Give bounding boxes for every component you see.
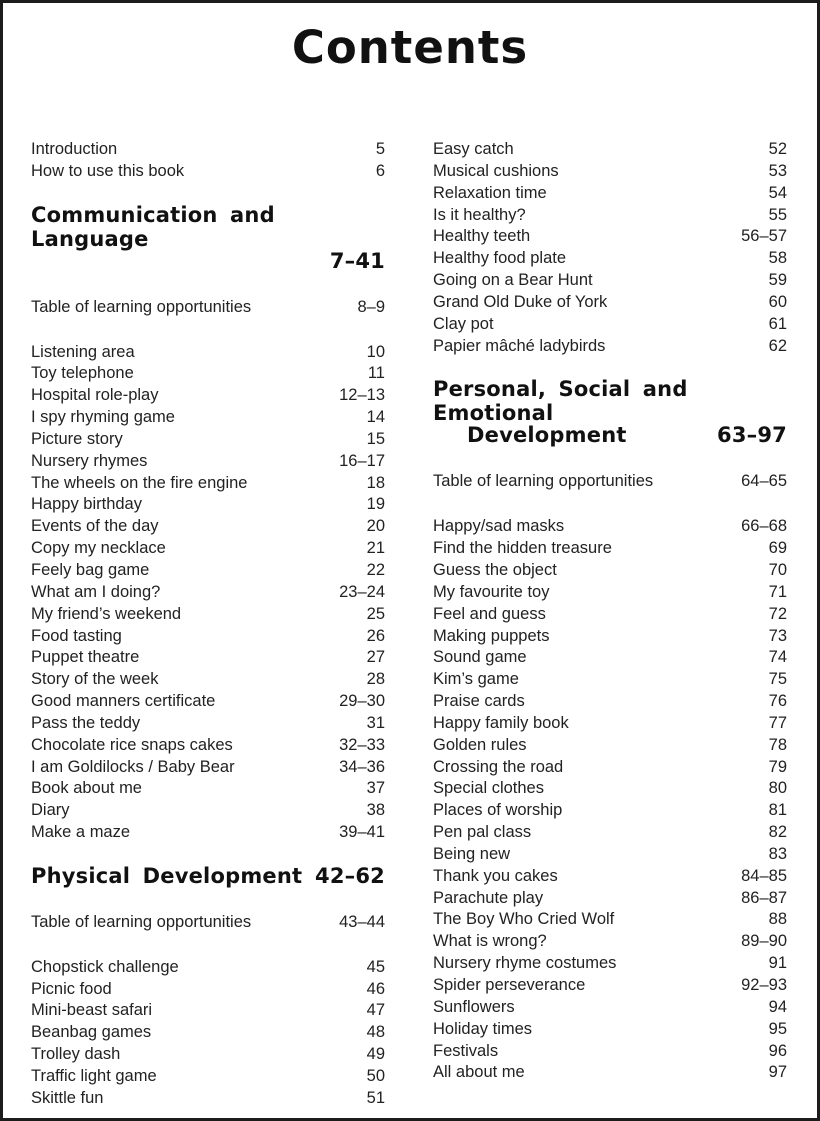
section-page-range: 42–62 <box>315 863 385 888</box>
section-heading <box>31 864 385 888</box>
toc-entry-pages: 19 <box>366 495 385 514</box>
section-heading-line <box>31 203 385 251</box>
toc-entry <box>31 735 385 757</box>
toc-entry-title: Skittle fun <box>31 1088 104 1107</box>
toc-entry-title: Thank you cakes <box>433 866 558 885</box>
toc-entry-title: Papier mâché ladybirds <box>433 336 606 355</box>
toc-entry <box>31 1088 385 1110</box>
toc-entry <box>31 139 385 161</box>
toc-entry <box>31 363 385 385</box>
section-title: Personal, Social and Emotional <box>433 377 688 426</box>
toc-entry-pages: 31 <box>366 713 385 732</box>
toc-entry <box>31 822 385 844</box>
section-title: Physical Development <box>31 863 303 888</box>
toc-entry-pages: 49 <box>366 1045 385 1064</box>
toc-entry-title: Pass the teddy <box>31 713 141 732</box>
toc-entry <box>433 1019 787 1041</box>
toc-entry-title: I spy rhyming game <box>31 408 175 427</box>
toc-entry <box>31 979 385 1001</box>
toc-entry <box>433 975 787 997</box>
toc-entry <box>31 1044 385 1066</box>
toc-entry-pages: 29–30 <box>339 692 385 711</box>
toc-entry-pages: 26 <box>366 626 385 645</box>
toc-entry-title: Table of learning opportunities <box>31 297 252 316</box>
toc-entry <box>433 909 787 931</box>
toc-entry <box>31 647 385 669</box>
toc-entry-pages: 54 <box>768 183 787 202</box>
section-heading <box>433 377 787 447</box>
toc-entry-title: Toy telephone <box>31 364 134 383</box>
toc-column-left <box>31 139 385 1110</box>
toc-entry <box>433 205 787 227</box>
toc-entry-title: Story of the week <box>31 670 159 689</box>
toc-entry-title: The Boy Who Cried Wolf <box>433 910 615 929</box>
toc-entry-group <box>433 516 787 1084</box>
toc-entry <box>31 494 385 516</box>
toc-entry-pages: 28 <box>366 670 385 689</box>
toc-columns <box>3 139 817 1110</box>
toc-entry-pages: 59 <box>768 271 787 290</box>
toc-entry-title: My friend’s weekend <box>31 604 182 623</box>
toc-entry-title: Guess the object <box>433 560 557 579</box>
toc-entry-pages: 82 <box>768 823 787 842</box>
toc-entry-title: Trolley dash <box>31 1045 121 1064</box>
toc-entry <box>433 226 787 248</box>
toc-entry-title: Spider perseverance <box>433 976 586 994</box>
toc-entry-pages: 62 <box>768 336 787 355</box>
toc-entry <box>433 516 787 538</box>
toc-entry <box>31 407 385 429</box>
toc-entry-title: Easy catch <box>433 140 514 158</box>
toc-entry-pages: 23–24 <box>339 582 385 601</box>
toc-entry-title: Mini-beast safari <box>31 1001 153 1020</box>
toc-entry-pages: 70 <box>768 560 787 579</box>
section-title: Communication and Language <box>31 202 275 251</box>
toc-entry-title: Hospital role-play <box>31 386 159 405</box>
toc-entry-title: Happy family book <box>433 713 569 732</box>
toc-entry-title: Special clothes <box>433 779 544 798</box>
toc-entry-title: My favourite toy <box>433 582 550 601</box>
toc-entry-pages: 48 <box>366 1023 385 1042</box>
toc-entry <box>31 582 385 604</box>
toc-entry-pages: 10 <box>366 342 385 361</box>
toc-entry <box>31 691 385 713</box>
toc-entry <box>433 647 787 669</box>
toc-entry-group <box>433 139 787 357</box>
toc-entry-title: Praise cards <box>433 692 525 711</box>
toc-entry-pages: 74 <box>768 648 787 667</box>
toc-entry <box>433 604 787 626</box>
toc-entry-pages: 83 <box>768 844 787 863</box>
toc-entry <box>433 997 787 1019</box>
toc-entry-pages: 43–44 <box>339 912 385 931</box>
toc-entry-title: Kim’s game <box>433 670 519 689</box>
toc-entry <box>31 604 385 626</box>
toc-entry-title: Feel and guess <box>433 604 546 623</box>
toc-entry-title: What is wrong? <box>433 932 547 951</box>
toc-entry-pages: 47 <box>366 1001 385 1020</box>
section-heading-line <box>31 864 385 888</box>
toc-entry <box>433 336 787 358</box>
toc-entry-group <box>433 471 787 493</box>
toc-entry-pages: 89–90 <box>741 932 787 951</box>
toc-entry <box>433 139 787 161</box>
toc-entry <box>433 691 787 713</box>
toc-entry-title: Being new <box>433 844 511 863</box>
toc-entry <box>31 1022 385 1044</box>
toc-entry-pages: 15 <box>366 429 385 448</box>
toc-entry <box>433 471 787 493</box>
toc-entry <box>433 735 787 757</box>
toc-entry-pages: 60 <box>768 292 787 311</box>
toc-entry <box>31 385 385 407</box>
toc-entry-title: Table of learning opportunities <box>433 472 654 491</box>
toc-entry-pages: 37 <box>366 779 385 798</box>
toc-entry <box>433 582 787 604</box>
toc-entry-pages: 61 <box>768 314 787 333</box>
toc-entry-pages: 16–17 <box>339 451 385 470</box>
toc-entry-pages: 6 <box>375 161 385 180</box>
toc-entry-pages: 94 <box>768 997 787 1016</box>
section-title-continued: Development <box>467 423 627 448</box>
toc-entry <box>433 669 787 691</box>
toc-entry <box>433 822 787 844</box>
toc-entry-pages: 5 <box>375 140 385 158</box>
toc-entry-title: Puppet theatre <box>31 648 140 667</box>
toc-entry <box>433 757 787 779</box>
toc-entry-title: Musical cushions <box>433 161 559 180</box>
toc-entry-pages: 81 <box>768 801 787 820</box>
toc-entry-pages: 76 <box>768 692 787 711</box>
toc-entry <box>433 314 787 336</box>
toc-entry <box>31 560 385 582</box>
section-heading <box>31 203 385 273</box>
toc-entry-pages: 11 <box>367 364 385 383</box>
toc-entry-title: Healthy teeth <box>433 227 531 246</box>
toc-entry <box>433 538 787 560</box>
toc-entry-pages: 25 <box>366 604 385 623</box>
section-page-range: 63–97 <box>717 423 787 448</box>
toc-entry-title: Nursery rhymes <box>31 451 148 470</box>
toc-entry <box>433 560 787 582</box>
toc-entry-group <box>31 957 385 1110</box>
toc-entry <box>433 713 787 735</box>
toc-entry-title: Beanbag games <box>31 1023 152 1042</box>
toc-entry <box>31 800 385 822</box>
toc-entry <box>31 957 385 979</box>
toc-entry-pages: 20 <box>366 517 385 536</box>
toc-entry-pages: 18 <box>366 473 385 492</box>
toc-entry <box>31 778 385 800</box>
toc-entry-title: Golden rules <box>433 735 527 754</box>
toc-entry-title: Copy my necklace <box>31 539 166 558</box>
toc-entry-pages: 64–65 <box>741 472 787 491</box>
section-heading-line <box>433 423 787 447</box>
toc-entry-pages: 71 <box>768 582 787 601</box>
toc-entry <box>31 451 385 473</box>
toc-entry-title: Table of learning opportunities <box>31 912 252 931</box>
section-heading-line <box>433 377 787 425</box>
toc-entry-pages: 32–33 <box>339 735 385 754</box>
toc-entry-pages: 56–57 <box>741 227 787 246</box>
toc-entry-title: Grand Old Duke of York <box>433 292 608 311</box>
toc-entry-title: Places of worship <box>433 801 563 820</box>
toc-entry-title: Introduction <box>31 140 118 158</box>
toc-entry-title: Sound game <box>433 648 527 667</box>
toc-entry-pages: 55 <box>768 205 787 224</box>
toc-entry-pages: 72 <box>768 604 787 623</box>
toc-entry <box>433 800 787 822</box>
section-heading-line <box>31 249 385 273</box>
toc-entry-title: Making puppets <box>433 626 550 645</box>
toc-entry-title: Healthy food plate <box>433 249 567 268</box>
toc-entry-title: Relaxation time <box>433 183 547 202</box>
toc-entry-pages: 14 <box>366 408 385 427</box>
toc-entry-pages: 92–93 <box>741 976 787 994</box>
toc-entry-pages: 50 <box>366 1067 385 1085</box>
toc-entry <box>31 516 385 538</box>
toc-entry-title: Make a maze <box>31 823 131 842</box>
toc-entry <box>31 912 385 934</box>
toc-entry <box>31 713 385 735</box>
toc-entry <box>433 161 787 183</box>
toc-entry-title: Picnic food <box>31 979 112 998</box>
toc-entry-title: Going on a Bear Hunt <box>433 271 593 290</box>
toc-entry <box>433 953 787 975</box>
toc-entry-pages: 53 <box>768 161 787 180</box>
toc-entry-pages: 69 <box>768 539 787 558</box>
toc-entry <box>433 292 787 314</box>
toc-entry <box>433 844 787 866</box>
toc-entry-title: Pen pal class <box>433 823 532 842</box>
toc-entry-title: Parachute play <box>433 888 544 907</box>
toc-entry-title: Food tasting <box>31 626 122 645</box>
toc-entry <box>31 429 385 451</box>
toc-entry-pages: 75 <box>768 670 787 689</box>
toc-entry-title: Picture story <box>31 429 123 448</box>
toc-entry-title: What am I doing? <box>31 582 161 601</box>
toc-entry-pages: 45 <box>366 957 385 976</box>
toc-entry-title: Chocolate rice snaps cakes <box>31 735 233 754</box>
toc-entry-title: Festivals <box>433 1041 499 1060</box>
page-title: Contents <box>291 21 529 74</box>
toc-entry-pages: 12–13 <box>339 386 385 405</box>
toc-column-right <box>433 139 787 1110</box>
toc-entry-title: Book about me <box>31 779 142 798</box>
toc-entry <box>31 669 385 691</box>
toc-entry-pages: 21 <box>366 539 385 558</box>
toc-entry-pages: 27 <box>366 648 385 667</box>
section-page-range: 7–41 <box>329 248 385 273</box>
toc-entry-title: Events of the day <box>31 517 159 536</box>
toc-entry-title: Happy birthday <box>31 495 142 514</box>
toc-entry <box>31 473 385 495</box>
toc-entry <box>31 342 385 364</box>
toc-entry <box>433 183 787 205</box>
toc-entry-pages: 73 <box>768 626 787 645</box>
toc-entry <box>433 1062 787 1084</box>
toc-entry-pages: 39–41 <box>339 823 385 842</box>
toc-entry <box>433 888 787 910</box>
toc-entry-pages: 46 <box>366 979 385 998</box>
toc-entry-pages: 8–9 <box>357 297 385 316</box>
toc-entry-title: Find the hidden treasure <box>433 539 612 558</box>
toc-entry-title: Nursery rhyme costumes <box>433 954 617 973</box>
toc-entry <box>433 626 787 648</box>
toc-entry-title: Traffic light game <box>31 1067 157 1085</box>
toc-entry-pages: 34–36 <box>339 757 385 776</box>
toc-entry-title: Happy/sad masks <box>433 517 565 536</box>
toc-entry-title: The wheels on the fire engine <box>31 473 248 492</box>
toc-entry-title: Good manners certificate <box>31 692 216 711</box>
toc-entry-pages: 80 <box>768 779 787 798</box>
toc-entry <box>433 778 787 800</box>
toc-entry-title: Diary <box>31 801 70 820</box>
toc-entry-title: How to use this book <box>31 161 185 180</box>
toc-entry-group <box>31 139 385 183</box>
toc-entry-pages: 95 <box>768 1019 787 1038</box>
toc-entry-pages: 38 <box>366 801 385 820</box>
toc-entry-title: Is it healthy? <box>433 205 526 224</box>
toc-entry-title: Feely bag game <box>31 560 150 579</box>
toc-entry <box>433 931 787 953</box>
toc-entry <box>31 1066 385 1088</box>
toc-entry <box>433 270 787 292</box>
toc-entry <box>433 866 787 888</box>
toc-entry-pages: 96 <box>768 1041 787 1060</box>
toc-entry-title: Holiday times <box>433 1019 533 1038</box>
toc-entry-pages: 88 <box>768 910 787 929</box>
toc-entry-group <box>31 912 385 934</box>
toc-entry-title: Listening area <box>31 342 135 361</box>
toc-entry-group <box>31 297 385 319</box>
toc-entry <box>31 161 385 183</box>
toc-entry <box>31 757 385 779</box>
toc-entry-title: Crossing the road <box>433 757 564 776</box>
toc-entry-title: Chopstick challenge <box>31 957 179 976</box>
toc-entry <box>31 1000 385 1022</box>
toc-entry-title: Sunflowers <box>433 997 515 1016</box>
toc-entry-pages: 97 <box>768 1063 787 1082</box>
toc-entry-pages: 91 <box>768 954 787 973</box>
toc-entry-title: I am Goldilocks / Baby Bear <box>31 757 235 776</box>
toc-entry-pages: 84–85 <box>741 866 787 885</box>
toc-entry-pages: 58 <box>768 249 787 268</box>
toc-entry <box>433 248 787 270</box>
toc-entry-pages: 22 <box>366 560 385 579</box>
toc-entry-pages: 52 <box>768 140 787 158</box>
toc-entry-pages: 77 <box>768 713 787 732</box>
toc-entry-pages: 66–68 <box>741 517 787 536</box>
toc-entry <box>31 626 385 648</box>
toc-entry-pages: 78 <box>768 735 787 754</box>
toc-entry-group <box>31 342 385 844</box>
toc-entry-pages: 51 <box>366 1088 385 1107</box>
toc-entry-title: All about me <box>433 1063 525 1082</box>
toc-entry-pages: 86–87 <box>741 888 787 907</box>
toc-entry <box>433 1041 787 1063</box>
toc-entry-title: Clay pot <box>433 314 494 333</box>
toc-entry <box>31 538 385 560</box>
toc-entry <box>31 297 385 319</box>
toc-entry-pages: 79 <box>768 757 787 776</box>
